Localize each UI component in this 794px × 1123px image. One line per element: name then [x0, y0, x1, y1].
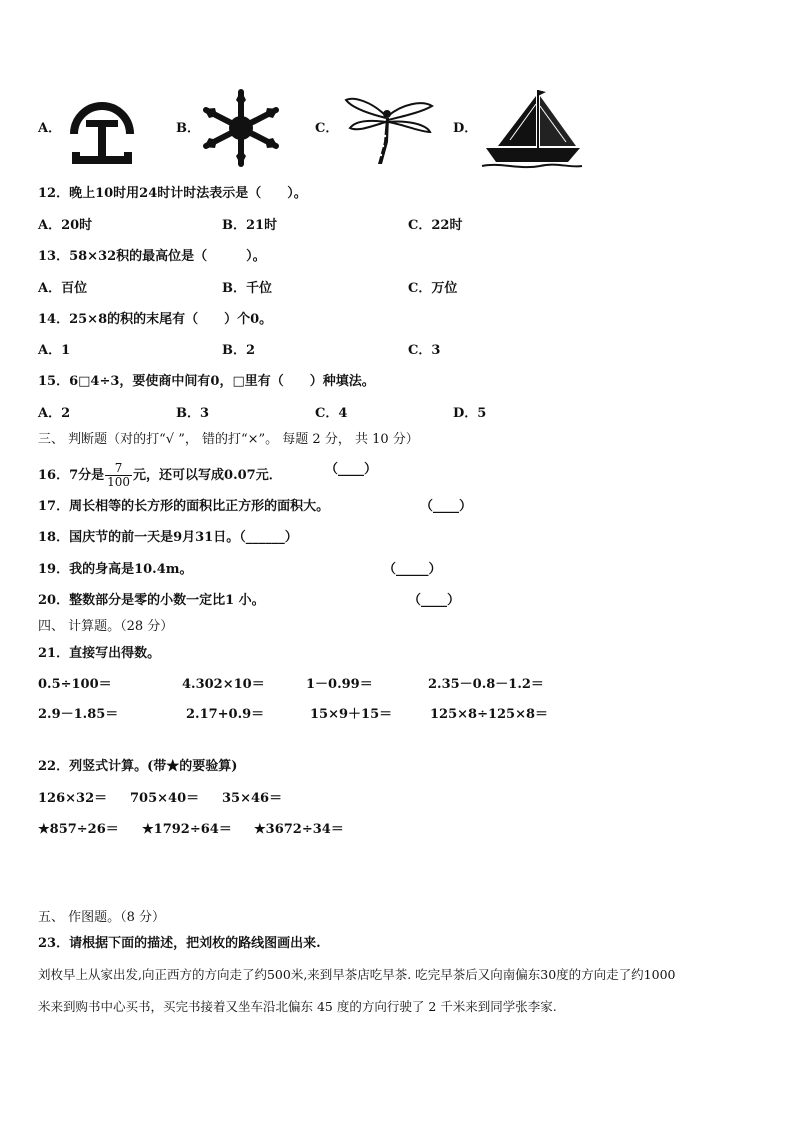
question-13-stem: 13．58×32积的最高位是（ ）。 — [38, 249, 266, 264]
question-15-option-b: B．3 — [176, 406, 210, 421]
question-12-stem: 12．晚上10时用24时计时法表示是（ ）。 — [38, 186, 307, 201]
question-14-option-c: C．3 — [408, 343, 441, 358]
question-22-stem: 22．列竖式计算。(带★的要验算) — [38, 759, 238, 774]
q22-item: 126×32＝ — [38, 791, 108, 806]
question-13-option-a: A．百位 — [38, 281, 88, 296]
question-23-stem: 23．请根据下面的描述，把刘枚的路线图画出来. — [38, 936, 321, 951]
q21-item: 1－0.99＝ — [306, 677, 373, 692]
question-13-option-b: B．千位 — [222, 281, 272, 296]
question-17-text: 17．周长相等的长方形的面积比正方形的面积大。 — [38, 499, 330, 514]
q21-item: 15×9＋15＝ — [310, 707, 393, 722]
question-20-text: 20．整数部分是零的小数一定比1 小。 — [38, 593, 265, 608]
section-5-heading: 五、 作图题。（8 分） — [38, 910, 166, 925]
snowflake-icon — [200, 88, 282, 168]
question-15-option-a: A．2 — [38, 406, 71, 421]
question-21-stem: 21．直接写出得数。 — [38, 646, 161, 661]
q21-item: 125×8÷125×8＝ — [430, 707, 549, 722]
question-15-stem: 15．6□4÷3，要使商中间有0，□里有（ ）种填法。 — [38, 374, 375, 389]
question-12-option-c: C．22时 — [408, 218, 463, 233]
q11-option-d-label: D． — [453, 121, 478, 136]
q11-option-b-label: B． — [176, 121, 200, 136]
question-23-description-line-2: 米来到购书中心买书，买完书接着又坐车沿北偏东 45 度的方向行驶了 2 千米来到同学张李家. — [38, 999, 557, 1014]
question-12-option-b: B．21时 — [222, 218, 278, 233]
q22-item: 705×40＝ — [130, 791, 200, 806]
question-16-answer-blank[interactable]: （____） — [325, 462, 378, 477]
question-16-pre: 16．7分是 — [38, 468, 105, 483]
q11-option-c-label: C． — [315, 121, 339, 136]
fraction-numerator: 7 — [105, 462, 132, 476]
question-14-stem: 14．25×8的积的末尾有（ ）个0。 — [38, 312, 273, 327]
question-23-description-line-1: 刘枚早上从家出发,向正西方的方向走了约500米,来到早茶店吃早茶. 吃完早茶后又向南偏东30度的方向走了约1000 — [38, 967, 676, 982]
question-19-text: 19．我的身高是10.4m。 — [38, 562, 193, 577]
q22-item: 35×46＝ — [222, 791, 283, 806]
question-17-answer-blank[interactable]: （____） — [420, 499, 473, 514]
q21-item: 0.5÷100＝ — [38, 677, 112, 692]
sailboat-icon — [480, 84, 584, 172]
question-12-option-a: A．20时 — [38, 218, 93, 233]
dragonfly-icon — [342, 92, 436, 168]
section-4-heading: 四、 计算题。（28 分） — [38, 619, 174, 634]
fraction — [105, 462, 132, 489]
fraction-denominator: 100 — [107, 475, 131, 489]
q11-option-a-label: A． — [38, 121, 62, 136]
question-14-option-b: B．2 — [222, 343, 256, 358]
subway-logo-icon — [66, 90, 138, 170]
q22-item: ★3672÷34＝ — [254, 822, 344, 837]
section-3-heading: 三、 判断题（对的打“√ ”， 错的打“×”。 每题 2 分， 共 10 分） — [38, 432, 419, 447]
question-19-answer-blank[interactable]: （_____） — [383, 562, 442, 577]
question-20-answer-blank[interactable]: （____） — [408, 593, 461, 608]
question-16 — [38, 462, 282, 489]
question-14-option-a: A．1 — [38, 343, 71, 358]
question-13-option-c: C．万位 — [408, 281, 458, 296]
question-15-option-d: D．5 — [453, 406, 487, 421]
q21-item: 4.302×10＝ — [182, 677, 265, 692]
q22-item: ★1792÷64＝ — [142, 822, 232, 837]
question-18-text: 18．国庆节的前一天是9月31日。（______） — [38, 530, 298, 545]
question-15-option-c: C．4 — [315, 406, 348, 421]
question-16-post: 元，还可以写成0.07元． — [133, 468, 282, 483]
q21-item: 2.35－0.8－1.2＝ — [428, 677, 544, 692]
q21-item: 2.9－1.85＝ — [38, 707, 119, 722]
q22-item: ★857÷26＝ — [38, 822, 119, 837]
q21-item: 2.17+0.9＝ — [186, 707, 265, 722]
